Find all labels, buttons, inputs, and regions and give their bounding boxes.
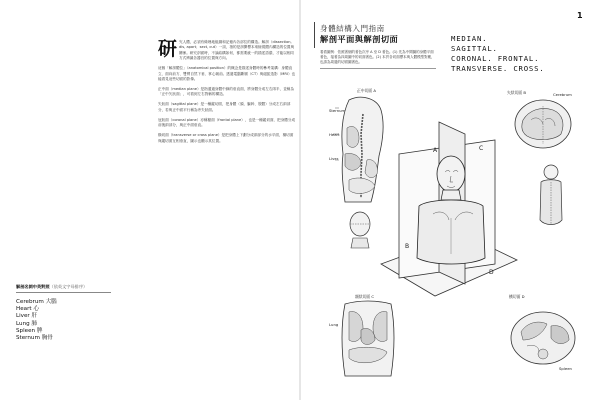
instructions-text: 看看圖例：依照著個的著色次序 A 至 D 著色。(1) 先為中間圖的身體平面著色，接著為四周圖中的切面著色。(2) 本頁各切面標本與人體模型對應，也請為周邊的切面圖著色。	[320, 50, 436, 69]
glossary-title-text: 解剖名詞中英對照	[16, 284, 50, 289]
label-lung: Lung	[329, 322, 339, 327]
glossary-title	[16, 284, 111, 293]
small-head-illustration	[347, 210, 373, 250]
transverse-section-illustration	[507, 300, 579, 376]
caption-sagittal-section: 矢狀切面 B	[507, 90, 526, 95]
caption-median-section: 正中切面 A	[357, 88, 376, 93]
paragraph-text: 橫切面（transverse or cross plane）是把身體上下劃分成兩部分的水平面，橫切面與縱切面互相垂直，圖示也顯示其位置。	[158, 133, 294, 143]
glossary-item: Spleen 脾	[16, 327, 43, 334]
body-text	[158, 40, 296, 149]
paragraph-text: 矢狀面（sagittal plane）是一種縱切面，把身體（頭、軀幹、肢體）分成左右兩部分，若與正中面平行稱為旁矢狀面。	[158, 102, 291, 112]
body-planes-illustration	[379, 114, 519, 304]
paragraph-text: 冠狀面（coronal plane）亦稱額面（frontal plane），也是一種縱切面，把身體分成前後兩部分，與正中面垂直。	[158, 117, 296, 128]
glossary-item: Liver 肝	[16, 313, 38, 320]
plane-letter-a: A	[433, 147, 438, 154]
paragraph-sagittal	[158, 102, 296, 113]
side-torso-figure	[537, 164, 565, 236]
caption-transverse-section: 橫切面 D	[509, 294, 525, 299]
glossary-box	[16, 284, 111, 342]
glossary-item: Sternum 胸骨	[16, 335, 53, 342]
title-rule	[314, 22, 315, 48]
side-torso-illustration	[537, 164, 565, 236]
glossary-item: Heart 心	[16, 306, 39, 313]
glossary-subtitle: （依英文字母排序）	[49, 284, 88, 289]
plane-letter-c: C	[479, 145, 484, 152]
central-planes-figure	[379, 114, 519, 304]
paragraph-coronal	[158, 118, 296, 129]
section-title: 解剖平面與解剖切面	[320, 34, 399, 44]
paragraph-text: 正中面（median plane）是指通過身體中線的垂直面，將身體分成左右兩半，並稱為「正中矢狀面」，可看到左右對稱的構造。	[158, 87, 294, 97]
transverse-section-figure	[507, 294, 579, 376]
chapter-title: 身體結構入門指南	[320, 24, 385, 33]
label-cerebrum: Cerebrum	[553, 92, 572, 97]
paragraph-anatomical-position	[158, 66, 296, 82]
label-sagittal: SAGITTAL.	[451, 44, 498, 53]
label-sternum: Sternum	[329, 108, 346, 113]
paragraph-text: 究人體，必須有條理地組織和記憶內各部位的構造。解剖（dissection, dis, apart；sect, cut）一詞，指的是剖開標本來檢視體內構造的位置與關係。研究剖面時，不論結構如何，都需要統一的描述語彙，才能以相同方式辨識各器官的位置與方向。	[179, 40, 295, 61]
glossary-item: Lung 肺	[16, 320, 38, 327]
plane-letter-b: B	[405, 243, 410, 250]
label-median: MEDIAN.	[451, 34, 488, 43]
left-page	[0, 0, 299, 400]
label-spleen: Spleen	[559, 366, 572, 371]
glossary-item: Cerebrum 大腦	[16, 299, 57, 305]
paragraph-text: 這個「解剖體位」（anatomical position）的概念是描述身體時的參考架構：身體直立、面向前方、雙臂自然下垂、掌心朝前。透過電腦斷層（CT）與磁振造影（MRI）也能看見這些切面的影像。	[158, 66, 296, 82]
label-transverse-cross: TRANSVERSE. CROSS.	[451, 64, 545, 73]
right-page	[301, 0, 600, 400]
coronal-section-illustration	[335, 300, 401, 380]
small-head-figure	[347, 210, 373, 250]
caption-coronal-section: 額狀切面 C	[355, 294, 375, 299]
paragraph-intro	[158, 40, 296, 62]
drop-cap: 研	[158, 38, 178, 60]
plane-letter-d: D	[489, 269, 494, 276]
page-number: 1	[577, 11, 583, 20]
coronal-section-figure	[329, 294, 401, 380]
label-heart: Heart	[329, 132, 340, 137]
label-liver: Liver	[329, 156, 339, 161]
plane-labels	[451, 34, 544, 74]
label-coronal-frontal: CORONAL. FRONTAL.	[451, 54, 540, 63]
paragraph-median	[158, 87, 296, 98]
paragraph-transverse	[158, 133, 296, 144]
